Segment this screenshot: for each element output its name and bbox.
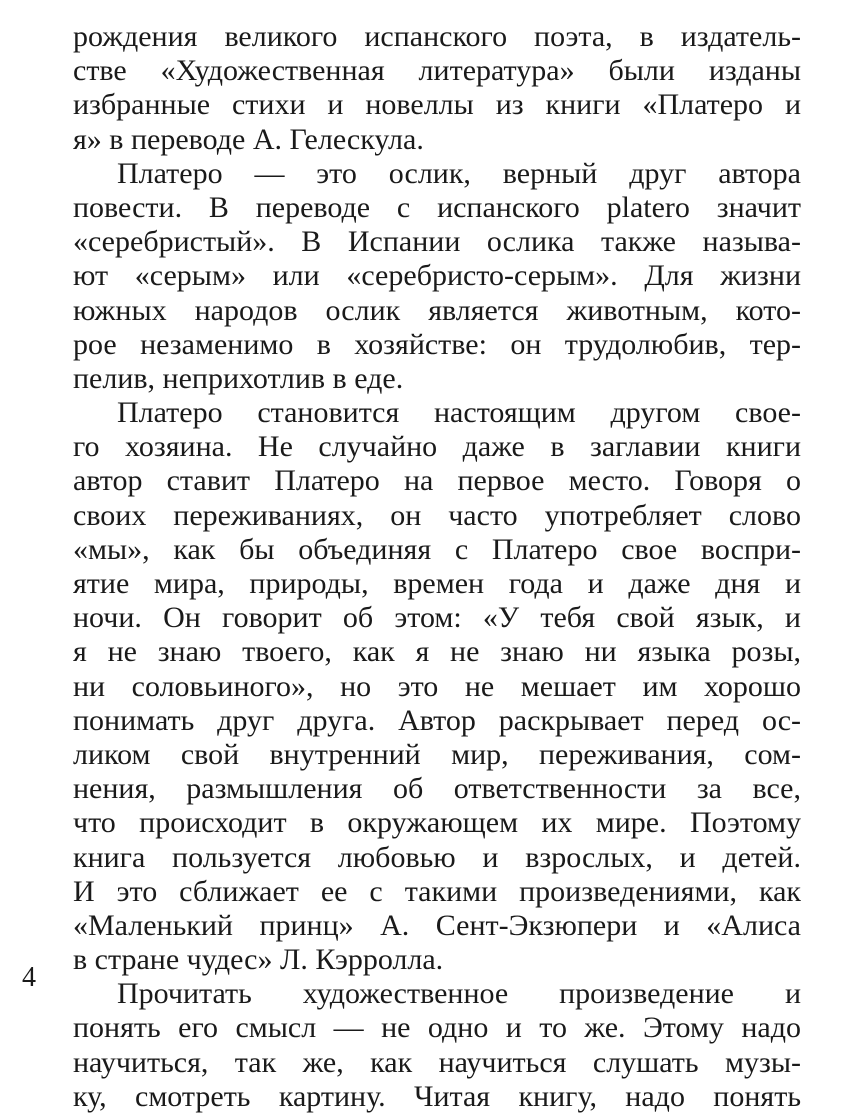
text-line: «мы», как бы объединяя с Платеро свое воспри- — [73, 532, 801, 566]
text-line: своих переживаниях, он часто употребляет слово — [73, 498, 801, 532]
page-body — [73, 20, 801, 1114]
text-line: я не знаю твоего, как я не знаю ни языка розы, — [73, 635, 801, 669]
text-line: нения, размышления об ответственности за все, — [73, 772, 801, 806]
text-line: автор ставит Платеро на первое место. Говоря о — [73, 464, 801, 498]
text-line: рое незаменимо в хозяйстве: он трудолюбив, тер- — [73, 327, 801, 361]
text-line: понимать друг друга. Автор раскрывает перед ос- — [73, 703, 801, 737]
text-line: Прочитать художественное произведение и — [117, 977, 801, 1011]
text-line: «Маленький принц» А. Сент-Экзюпери и «Алиса — [73, 908, 801, 942]
text-line: Платеро — это ослик, верный друг автора — [117, 156, 801, 190]
paragraph — [73, 396, 801, 977]
text-line: ятие мира, природы, времен года и даже дня и — [73, 567, 801, 600]
page-number: 4 — [22, 962, 36, 993]
text-line: научиться, так же, как научиться слушать музы- — [73, 1045, 801, 1079]
text-line: избранные стихи и новеллы из книги «Платеро и — [73, 88, 801, 122]
paragraph — [73, 977, 801, 1114]
text-line: понять его смысл — не одно и то же. Этому надо — [73, 1011, 801, 1045]
text-line: ни соловьиного», но это не мешает им хорошо — [73, 669, 801, 703]
text-line: повести. В переводе с испанского platero значит — [73, 190, 801, 224]
text-line: ют «серым» или «серебристо-серым». Для жизни — [73, 259, 801, 293]
text-line: ку, смотреть картину. Читая книгу, надо понять — [73, 1079, 801, 1113]
text-line: И это сближает ее с такими произведениями, как — [73, 874, 801, 908]
paragraph — [73, 20, 801, 157]
text-line: стве «Художественная литература» были изданы — [73, 54, 801, 88]
text-line: южных народов ослик является животным, кото- — [73, 293, 801, 327]
text-line: в стране чудес» Л. Кэрролла. — [73, 943, 444, 977]
text-line: «серебристый». В Испании ослика также называ- — [73, 225, 801, 259]
text-line: я» в переводе А. Гелескула. — [73, 122, 424, 156]
text-line: рождения великого испанского поэта, в издатель- — [73, 20, 801, 53]
paragraph — [73, 157, 801, 396]
text-line: ликом свой внутренний мир, переживания, сом- — [73, 737, 801, 771]
text-line: ночи. Он говорит об этом: «У тебя свой язык, и — [73, 601, 801, 635]
text-line: Платеро становится настоящим другом свое- — [117, 396, 801, 430]
text-line: пелив, неприхотлив в еде. — [73, 361, 404, 395]
text-line: го хозяина. Не случайно даже в заглавии книги — [73, 430, 801, 464]
text-line: книга пользуется любовью и взрослых, и детей. — [73, 840, 801, 874]
text-line: что происходит в окружающем их мире. Поэтому — [73, 806, 801, 840]
